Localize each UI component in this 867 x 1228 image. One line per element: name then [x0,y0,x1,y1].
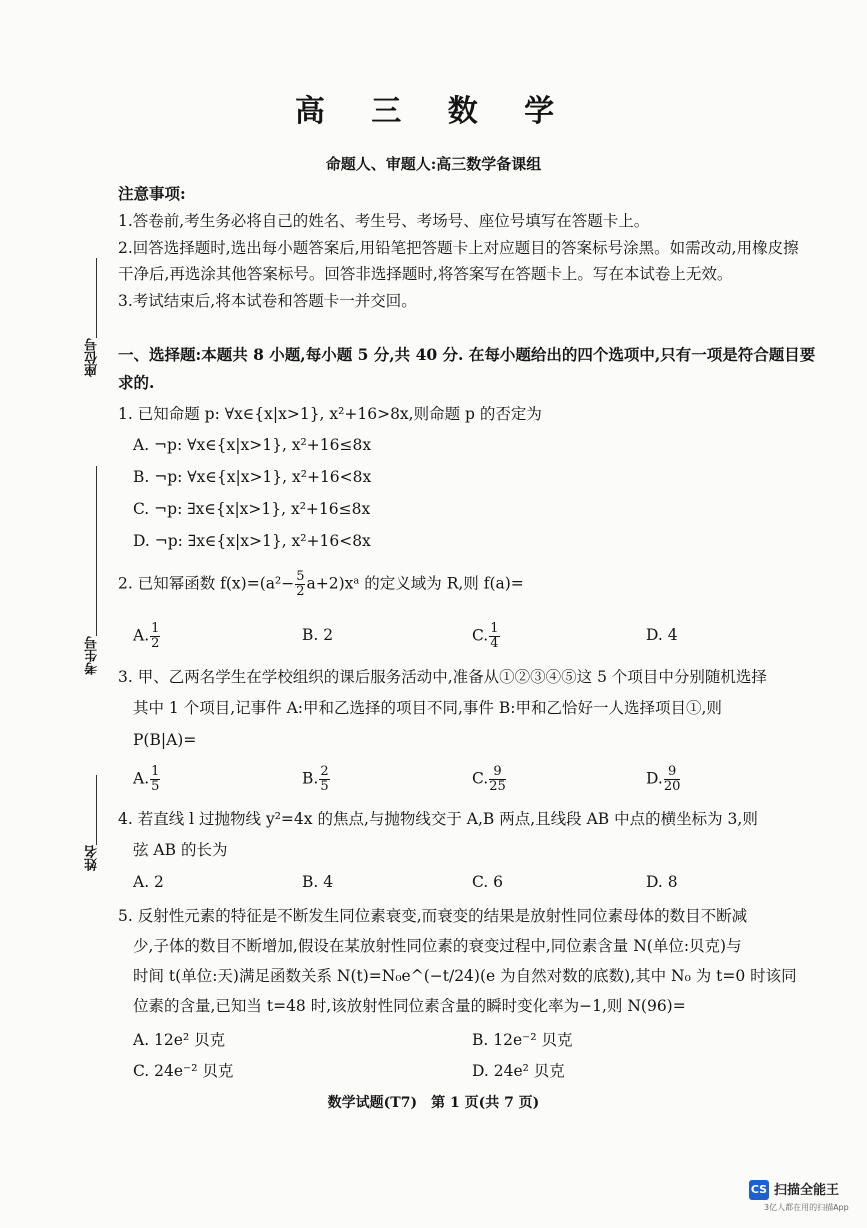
q4-option-c: C. 6 [472,873,504,891]
q2-option-a [133,622,161,651]
author-line: 命题人、审题人:高三数学备课组 [325,155,542,173]
q5-option-b: B. 12e⁻² 贝克 [472,1031,573,1049]
q2-frac-num: 5 [296,569,305,584]
q5-option-d: D. 24e² 贝克 [472,1062,565,1080]
notice-item-1: 1.答卷前,考生务必将自己的姓名、考生号、考场号、座位号填写在答题卡上。 [118,212,650,230]
q2-option-a-label: A. [133,626,150,645]
q3-d-num: 9 [664,765,681,780]
seat-line [96,258,97,338]
section1-line1: 一、选择题:本题共 8 小题,每小题 5 分,共 40 分. 在每小题给出的四个选项中,只有一项是符合题目要 [118,345,816,364]
q3-option-d [646,765,681,794]
q5-line-2: 少,子体的数目不断增加,假设在某放射性同位素的衰变过程中,同位素含量 N(单位:贝克)与 [133,937,742,955]
q2-stem-post: a+2)xᵃ 的定义域为 R,则 f(a)= [306,574,524,593]
q3-option-a-frac [150,765,160,794]
q4-line-1: 4. 若直线 l 过抛物线 y²=4x 的焦点,与抛物线交于 A,B 两点,且线段 AB 中点的横坐标为 3,则 [118,810,758,828]
q3-c-num: 9 [489,765,506,780]
q3-option-a [133,765,161,794]
q5-line-1: 5. 反射性元素的特征是不断发生同位素衰变,而衰变的结果是放射性同位素母体的数目不断减 [118,907,748,925]
q2-c-den: 4 [490,636,499,651]
page-title: 高 三 数 学 [294,94,573,129]
q1-option-c: C. ¬p: ∃x∈{x|x>1}, x²+16≤8x [133,500,371,518]
q3-option-b-frac [319,765,329,794]
q5-option-c: C. 24e⁻² 贝克 [133,1062,234,1080]
q3-d-den: 20 [663,779,681,794]
name-line [96,775,97,845]
q2-option-d: D. 4 [646,626,678,644]
notice-item-2: 2.回答选择题时,选出每小题答案后,用铅笔把答题卡上对应题目的答案标号涂黑。如需改动,用橡皮擦 [118,239,799,257]
seat-label: 座位号 [85,338,100,377]
q2-option-c-frac [489,622,499,651]
exam-no-line [96,466,97,636]
notice-heading: 注意事项: [118,184,186,203]
q5-line-4: 位素的含量,已知当 t=48 时,该放射性同位素含量的瞬时变化率为−1,则 N(96)= [133,997,686,1015]
q3-line-2: 其中 1 个项目,记事件 A:甲和乙选择的项目不同,事件 B:甲和乙恰好一人选择项目①,则 [133,699,722,717]
q3-line-1: 3. 甲、乙两名学生在学校组织的课后服务活动中,准备从①②③④⑤这 5 个项目中分别随机选择 [118,668,767,686]
q3-option-c-frac [489,765,506,794]
q2-option-b: B. 2 [302,626,334,644]
q2-option-c [472,622,501,651]
q3-option-b-label: B. [302,769,319,788]
q2-stem-pre: 2. 已知幂函数 f(x)=(a²− [118,574,295,593]
q3-c-den: 25 [489,779,506,794]
q1-option-d: D. ¬p: ∃x∈{x|x>1}, x²+16<8x [133,532,371,550]
q2-a-num: 1 [151,621,160,636]
q4-option-d: D. 8 [646,873,678,891]
q2-option-a-frac [150,622,160,651]
q3-option-c-label: C. [472,769,489,788]
q1-option-b: B. ¬p: ∀x∈{x|x>1}, x²+16<8x [133,468,372,486]
q3-option-a-label: A. [133,769,150,788]
q5-line-3: 时间 t(单位:天)满足函数关系 N(t)=N₀e^(−t/24)(e 为自然对数的底数),其中 N₀ 为 t=0 时该同 [133,967,797,985]
q3-a-num: 1 [151,764,160,779]
q2-option-c-label: C. [472,626,489,645]
q3-option-b [302,765,331,794]
camscanner-logo-icon: CS [749,1180,769,1200]
q3-option-d-label: D. [646,769,663,788]
notice-item-3: 3.考试结束后,将本试卷和答题卡一并交回。 [118,292,417,310]
q2-stem [118,570,524,599]
q1-option-a: A. ¬p: ∀x∈{x|x>1}, x²+16≤8x [133,436,372,454]
q2-c-num: 1 [490,621,499,636]
q3-line-3: P(B|A)= [133,731,197,749]
page-footer: 数学试题(T7) 第 1 页(共 7 页) [327,1095,540,1111]
q3-option-c [472,765,507,794]
exam-no-label: 考生号 [85,636,100,675]
q4-option-b: B. 4 [302,873,334,891]
q2-a-den: 2 [151,636,160,651]
q4-option-a: A. 2 [133,873,164,891]
q3-option-d-frac [664,765,681,794]
section1-line2: 求的. [118,373,155,392]
name-label: 姓名 [85,845,100,871]
q2-frac-den: 2 [296,584,305,599]
q3-b-den: 5 [320,779,329,794]
q5-option-a: A. 12e² 贝克 [133,1031,226,1049]
camscanner-watermark-sub: 3亿人都在用的扫描App [764,1203,849,1212]
q2-stem-fraction [295,570,305,599]
q1-stem: 1. 已知命题 p: ∀x∈{x|x>1}, x²+16>8x,则命题 p 的否定为 [118,405,542,423]
camscanner-watermark-text: 扫描全能王 [774,1183,840,1198]
notice-item-2-cont: 干净后,再选涂其他答案标号。回答非选择题时,将答案写在答题卡上。写在本试卷上无效。 [118,265,733,283]
q3-a-den: 5 [151,779,160,794]
q4-line-2: 弦 AB 的长为 [133,841,228,859]
q3-b-num: 2 [320,764,329,779]
